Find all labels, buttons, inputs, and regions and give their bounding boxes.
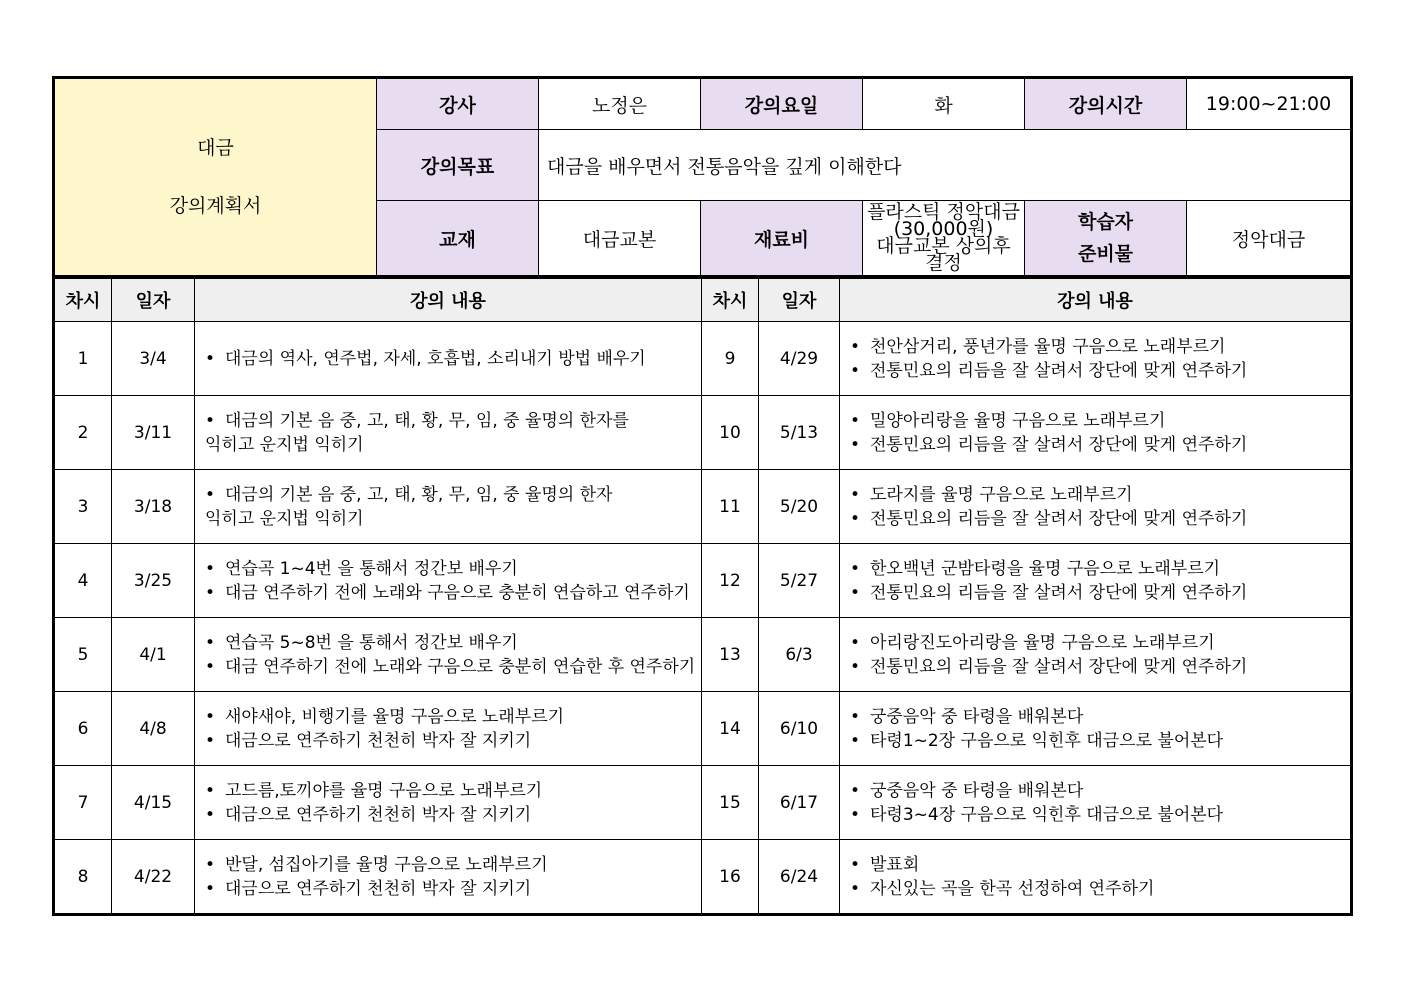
session-date: 3/11: [112, 396, 195, 470]
col-header: 차시: [702, 279, 759, 322]
title-line-1: 대금: [197, 137, 234, 159]
session-number: 9: [702, 322, 759, 396]
content-item: • 전통민요의 리듬을 잘 살려서 장단에 맞게 연주하기: [850, 359, 1350, 383]
content-item: • 대금의 기본 음 중, 고, 태, 황, 무, 임, 중 율명의 한자를: [205, 409, 701, 433]
session-date: 5/20: [759, 470, 840, 544]
time-value: 19:00~21:00: [1187, 78, 1352, 130]
day-value: 화: [863, 78, 1025, 130]
day-label: 강의요일: [701, 78, 863, 130]
session-number: 8: [54, 840, 112, 915]
session-content: [195, 840, 702, 915]
session-date: 6/17: [759, 766, 840, 840]
session-content: [840, 692, 1352, 766]
session-number: 13: [702, 618, 759, 692]
content-item: • 타령1~2장 구음으로 익힌후 대금으로 불어본다: [850, 729, 1350, 753]
session-content: [195, 618, 702, 692]
header-table: [52, 76, 1353, 278]
goal-value: 대금을 배우면서 전통음악을 깊게 이해한다: [539, 130, 1352, 201]
table-row: [54, 766, 1352, 840]
content-item: • 전통민요의 리듬을 잘 살려서 장단에 맞게 연주하기: [850, 581, 1350, 605]
session-date: 6/24: [759, 840, 840, 915]
session-date: 4/22: [112, 840, 195, 915]
session-content: [840, 470, 1352, 544]
session-date: 5/13: [759, 396, 840, 470]
session-number: 11: [702, 470, 759, 544]
material-fee-line: 플라스틱 정악대금: [867, 201, 1020, 223]
content-item: • 아리랑진도아리랑을 율명 구음으로 노래부르기: [850, 631, 1350, 655]
content-item: • 새야새야, 비행기를 율명 구음으로 노래부르기: [205, 705, 701, 729]
material-fee-line: 결정: [925, 252, 962, 274]
content-item: • 전통민요의 리듬을 잘 살려서 장단에 맞게 연주하기: [850, 433, 1350, 457]
session-date: 4/29: [759, 322, 840, 396]
session-content: [195, 692, 702, 766]
session-content: [195, 766, 702, 840]
session-date: 3/4: [112, 322, 195, 396]
table-row: [54, 840, 1352, 915]
table-row: [54, 322, 1352, 396]
session-date: 5/27: [759, 544, 840, 618]
content-item: • 궁중음악 중 타령을 배워본다: [850, 779, 1350, 803]
col-header: 일자: [112, 279, 195, 322]
textbook-label: 교재: [377, 201, 539, 277]
title-line-2: 강의계획서: [169, 195, 262, 217]
material-fee-line: 대금교본 상의후: [876, 235, 1011, 257]
content-item: • 전통민요의 리듬을 잘 살려서 장단에 맞게 연주하기: [850, 507, 1350, 531]
session-number: 14: [702, 692, 759, 766]
content-item: • 전통민요의 리듬을 잘 살려서 장단에 맞게 연주하기: [850, 655, 1350, 679]
textbook-value: 대금교본: [539, 201, 701, 277]
instructor-label: 강사: [377, 78, 539, 130]
session-date: 4/8: [112, 692, 195, 766]
session-number: 2: [54, 396, 112, 470]
session-date: 4/15: [112, 766, 195, 840]
instructor-value: 노정은: [539, 78, 701, 130]
time-label: 강의시간: [1025, 78, 1187, 130]
session-date: 6/3: [759, 618, 840, 692]
content-item-continuation: 익히고 운지법 익히기: [205, 508, 364, 529]
table-row: [54, 470, 1352, 544]
content-item: • 한오백년 군밤타령을 율명 구음으로 노래부르기: [850, 557, 1350, 581]
session-date: 3/25: [112, 544, 195, 618]
session-content: [840, 618, 1352, 692]
schedule-table: [52, 278, 1353, 916]
content-item: • 대금으로 연주하기 천천히 박자 잘 지키기: [205, 803, 701, 827]
session-number: 6: [54, 692, 112, 766]
content-item: • 밀양아리랑을 율명 구음으로 노래부르기: [850, 409, 1350, 433]
session-content: [840, 322, 1352, 396]
content-item: • 대금으로 연주하기 천천히 박자 잘 지키기: [205, 877, 701, 901]
lecture-plan-document: [52, 76, 1350, 916]
content-item: • 연습곡 5~8번 을 통해서 정간보 배우기: [205, 631, 701, 655]
session-number: 5: [54, 618, 112, 692]
session-number: 4: [54, 544, 112, 618]
document-title: [54, 78, 377, 277]
session-number: 15: [702, 766, 759, 840]
session-number: 1: [54, 322, 112, 396]
table-row: [54, 692, 1352, 766]
session-content: [195, 322, 702, 396]
supplies-label: [1025, 201, 1187, 277]
content-item: • 고드름,토끼야를 율명 구음으로 노래부르기: [205, 779, 701, 803]
content-item: • 대금으로 연주하기 천천히 박자 잘 지키기: [205, 729, 701, 753]
content-item: • 반달, 섬집아기를 율명 구음으로 노래부르기: [205, 853, 701, 877]
table-row: [54, 618, 1352, 692]
table-row: [54, 396, 1352, 470]
content-item: • 도라지를 율명 구음으로 노래부르기: [850, 483, 1350, 507]
session-date: 4/1: [112, 618, 195, 692]
session-number: 7: [54, 766, 112, 840]
content-item: • 천안삼거리, 풍년가를 율명 구음으로 노래부르기: [850, 335, 1350, 359]
goal-label: 강의목표: [377, 130, 539, 201]
supplies-value: 정악대금: [1187, 201, 1352, 277]
session-date: 6/10: [759, 692, 840, 766]
col-header: 차시: [54, 279, 112, 322]
session-number: 16: [702, 840, 759, 915]
content-item-continuation: 익히고 운지법 익히기: [205, 434, 364, 455]
session-content: [840, 544, 1352, 618]
col-header: 일자: [759, 279, 840, 322]
session-content: [840, 840, 1352, 915]
col-header: 강의 내용: [840, 279, 1352, 322]
session-content: [195, 544, 702, 618]
content-item: • 대금 연주하기 전에 노래와 구음으로 충분히 연습하고 연주하기: [205, 581, 701, 605]
material-fee-label: 재료비: [701, 201, 863, 277]
schedule-header-row: [54, 279, 1352, 322]
session-content: [840, 396, 1352, 470]
material-fee-line: (30,000원): [893, 218, 994, 240]
content-item: • 대금 연주하기 전에 노래와 구음으로 충분히 연습한 후 연주하기: [205, 655, 701, 679]
content-item: • 대금의 기본 음 중, 고, 태, 황, 무, 임, 중 율명의 한자: [205, 483, 701, 507]
session-number: 12: [702, 544, 759, 618]
session-number: 3: [54, 470, 112, 544]
content-item: • 타령3~4장 구음으로 익힌후 대금으로 불어본다: [850, 803, 1350, 827]
table-row: [54, 544, 1352, 618]
content-item: • 대금의 역사, 연주법, 자세, 호흡법, 소리내기 방법 배우기: [205, 347, 701, 371]
col-header: 강의 내용: [195, 279, 702, 322]
session-number: 10: [702, 396, 759, 470]
supplies-label-line: 학습자: [1077, 211, 1134, 233]
session-content: [195, 470, 702, 544]
session-date: 3/18: [112, 470, 195, 544]
material-fee-value: [863, 201, 1025, 277]
content-item: • 연습곡 1~4번 을 통해서 정간보 배우기: [205, 557, 701, 581]
session-content: [840, 766, 1352, 840]
supplies-label-line: 준비물: [1077, 243, 1134, 265]
content-item: • 발표회: [850, 853, 1350, 877]
content-item: • 궁중음악 중 타령을 배워본다: [850, 705, 1350, 729]
session-content: [195, 396, 702, 470]
content-item: • 자신있는 곡을 한곡 선정하여 연주하기: [850, 877, 1350, 901]
